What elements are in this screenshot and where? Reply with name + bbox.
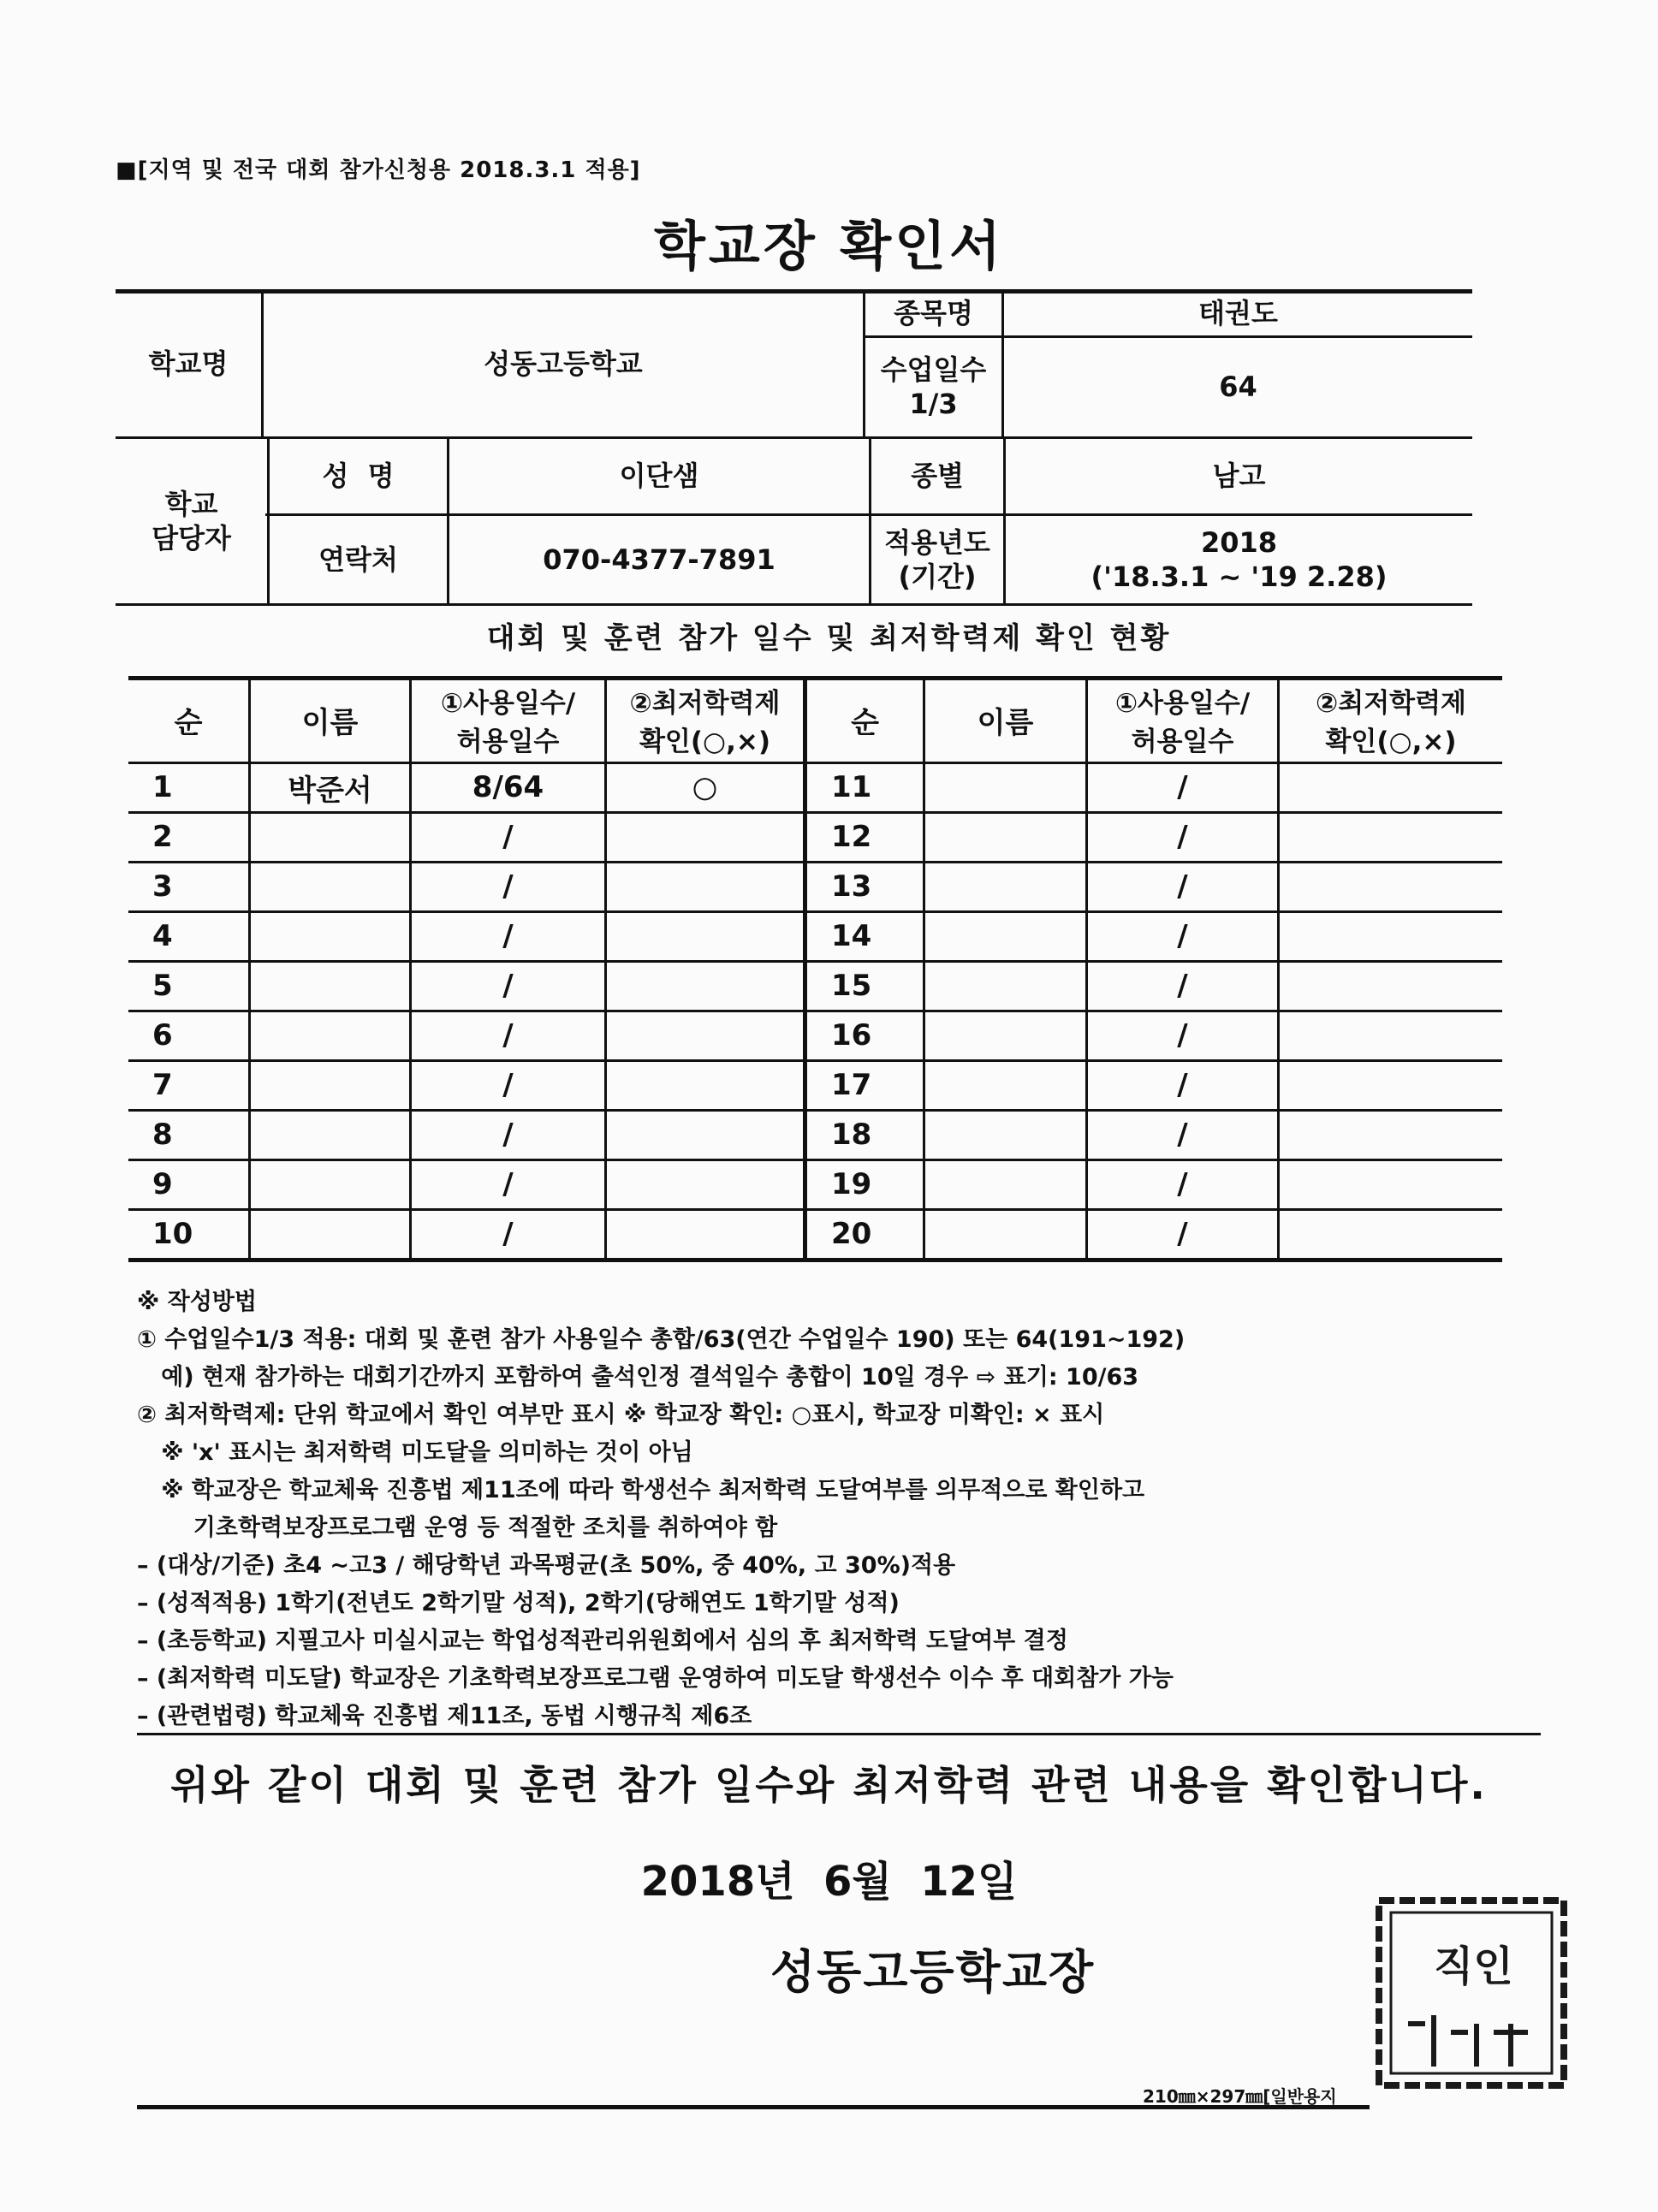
row-name — [925, 912, 1085, 960]
note-line: – (최저학력 미도달) 학교장은 기초학력보장프로그램 운영하여 미도달 학생선수 이수 후 대회참가 가능 — [137, 1665, 1174, 1692]
notes-heading: ※ 작성방법 — [137, 1289, 257, 1315]
row-no: 13 — [831, 869, 872, 904]
row-days: / — [1177, 820, 1188, 854]
col-no-left: 순 — [174, 705, 203, 740]
class-days-value: 64 — [1219, 371, 1257, 403]
row-no: 5 — [152, 969, 173, 1003]
row-name: 박준서 — [288, 773, 372, 808]
row-no: 19 — [831, 1167, 872, 1201]
row-check: ○ — [692, 770, 718, 804]
row-name — [251, 1061, 409, 1109]
row-days: / — [502, 969, 514, 1003]
row-days: / — [502, 1018, 514, 1053]
row-name — [925, 1210, 1085, 1258]
row-no: 17 — [831, 1068, 872, 1102]
sport-label: 종목명 — [894, 297, 973, 329]
manager-name: 이단샘 — [619, 460, 699, 492]
row-name — [251, 912, 409, 960]
row-check — [607, 1111, 803, 1159]
note-line: 기초학력보장프로그램 운영 등 적절한 조치를 취하여야 함 — [137, 1515, 778, 1541]
row-name — [925, 763, 1085, 811]
row-days: / — [1177, 1167, 1188, 1201]
row-days: / — [1177, 1018, 1188, 1053]
issue-date: 2018년 6월 12일 — [640, 1858, 1018, 1906]
note-line: – (대상/기준) 초4 ~고3 / 해당학년 과목평균(초 50%, 중 40%, 고 30%)적용 — [137, 1552, 956, 1579]
row-days: / — [1177, 1068, 1188, 1102]
writing-instructions — [137, 1284, 1541, 1735]
row-name — [925, 1061, 1085, 1109]
note-line: – (관련법령) 학교체육 진흥법 제11조, 동법 시행규칙 제6조 — [137, 1703, 752, 1729]
row-no: 7 — [152, 1068, 173, 1102]
row-check — [1280, 962, 1502, 1010]
row-days: / — [1177, 969, 1188, 1003]
col-days-left: ①사용일수/ 허용일수 — [440, 688, 576, 757]
note-line: 예) 현재 참가하는 대회기간까지 포함하여 출석인정 결석일수 총합이 10일 경우 ⇨ 표기: 10/63 — [137, 1364, 1139, 1391]
row-check — [607, 1011, 803, 1059]
row-name — [925, 813, 1085, 861]
page-title: 학교장 확인서 — [654, 215, 1004, 277]
row-no: 3 — [152, 869, 173, 904]
form-label: ■[지역 및 전국 대회 참가신청용 2018.3.1 적용] — [116, 157, 641, 183]
row-check — [607, 912, 803, 960]
row-no: 6 — [152, 1018, 173, 1053]
seal-graphic — [1374, 1895, 1569, 2090]
row-name — [251, 863, 409, 910]
row-name — [251, 1011, 409, 1059]
row-no: 20 — [831, 1217, 872, 1251]
manager-label: 학교 담당자 — [152, 487, 231, 554]
row-check — [1280, 1210, 1502, 1258]
row-days: / — [1177, 1118, 1188, 1152]
col-no-right: 순 — [851, 705, 879, 740]
row-check — [607, 863, 803, 910]
col-check-left: ②최저학력제 확인(○,×) — [629, 688, 781, 757]
row-check — [607, 1061, 803, 1109]
row-name — [251, 813, 409, 861]
row-name — [251, 962, 409, 1010]
row-days: / — [1177, 770, 1188, 804]
year-label: 적용년도 (기간) — [884, 525, 990, 593]
principal-name: 성동고등학교장 — [770, 1945, 1096, 1999]
col-days-right: ①사용일수/ 허용일수 — [1114, 688, 1251, 757]
row-no: 9 — [152, 1167, 173, 1201]
row-no: 12 — [831, 820, 872, 854]
row-days: / — [502, 1167, 514, 1201]
col-check-right: ②최저학력제 확인(○,×) — [1316, 688, 1466, 757]
row-no: 8 — [152, 1118, 173, 1152]
col-name-left: 이름 — [301, 705, 359, 740]
year-value: 2018 ('18.3.1 ~ '19 2.28) — [1090, 525, 1388, 593]
school-name-label: 학교명 — [148, 347, 229, 380]
row-check — [1280, 1160, 1502, 1208]
row-no: 18 — [831, 1118, 872, 1152]
row-days: / — [502, 1068, 514, 1102]
name-label: 성 명 — [322, 460, 395, 492]
row-no: 1 — [152, 770, 173, 804]
row-name — [251, 1210, 409, 1258]
confirmation-statement: 위와 같이 대회 및 훈련 참가 일수와 최저학력 관련 내용을 확인합니다. — [170, 1762, 1488, 1808]
row-days: / — [502, 1217, 514, 1251]
division-value: 남고 — [1212, 460, 1266, 492]
paper-size: 210㎜×297㎜[일반용지 — [1143, 2086, 1337, 2107]
note-line: ※ 학교장은 학교체육 진흥법 제11조에 따라 학생선수 최저학력 도달여부를 의무적으로 확인하고 — [137, 1477, 1145, 1503]
sport-value: 태권도 — [1198, 297, 1278, 329]
row-no: 16 — [831, 1018, 872, 1053]
row-days: / — [1177, 1217, 1188, 1251]
note-line: ② 최저학력제: 단위 학교에서 확인 여부만 표시 ※ 학교장 확인: ○표시, 학교장 미확인: × 표시 — [137, 1402, 1105, 1428]
official-seal — [1374, 1895, 1569, 2090]
row-name — [925, 962, 1085, 1010]
row-check — [1280, 1011, 1502, 1059]
note-line: – (성적적용) 1학기(전년도 2학기말 성적), 2학기(당해연도 1학기말 성적) — [137, 1590, 900, 1616]
row-check — [1280, 813, 1502, 861]
row-days: 8/64 — [472, 770, 544, 804]
division-label: 종별 — [911, 460, 964, 492]
contact-value: 070-4377-7891 — [543, 543, 776, 576]
row-name — [251, 1111, 409, 1159]
row-check — [1280, 863, 1502, 910]
row-days: / — [502, 820, 514, 854]
section-heading: 대회 및 훈련 참가 일수 및 최저학력제 확인 현황 — [486, 621, 1172, 655]
col-name-right: 이름 — [977, 705, 1034, 740]
row-name — [925, 1111, 1085, 1159]
row-check — [607, 813, 803, 861]
school-name: 성동고등학교 — [484, 347, 643, 380]
seal-text: 직인 — [1434, 1942, 1513, 1990]
row-days: / — [502, 869, 514, 904]
row-check — [1280, 1061, 1502, 1109]
row-name — [925, 863, 1085, 910]
contact-label: 연락처 — [318, 543, 398, 576]
note-line: ① 수업일수1/3 적용: 대회 및 훈련 참가 사용일수 총합/63(연간 수업일수 190) 또는 64(191~192) — [137, 1326, 1186, 1353]
row-check — [607, 1210, 803, 1258]
row-check — [607, 1160, 803, 1208]
row-name — [925, 1011, 1085, 1059]
class-days-label: 수업일수 1/3 — [880, 353, 987, 420]
row-no: 15 — [831, 969, 872, 1003]
row-check — [607, 962, 803, 1010]
row-days: / — [502, 1118, 514, 1152]
row-days: / — [1177, 869, 1188, 904]
note-line: – (초등학교) 지필고사 미실시교는 학업성적관리위원회에서 심의 후 최저학력 도달여부 결정 — [137, 1628, 1068, 1654]
row-name — [251, 1160, 409, 1208]
row-no: 4 — [152, 919, 173, 953]
divider — [137, 1733, 1541, 1735]
row-no: 2 — [152, 820, 173, 854]
row-no: 14 — [831, 919, 872, 953]
row-name — [925, 1160, 1085, 1208]
row-days: / — [1177, 919, 1188, 953]
row-check — [1280, 763, 1502, 811]
row-check — [1280, 1111, 1502, 1159]
row-no: 11 — [831, 770, 872, 804]
row-check — [1280, 912, 1502, 960]
note-line: ※ 'x' 표시는 최저학력 미도달을 의미하는 것이 아님 — [137, 1439, 693, 1466]
row-no: 10 — [152, 1217, 193, 1251]
row-days: / — [502, 919, 514, 953]
